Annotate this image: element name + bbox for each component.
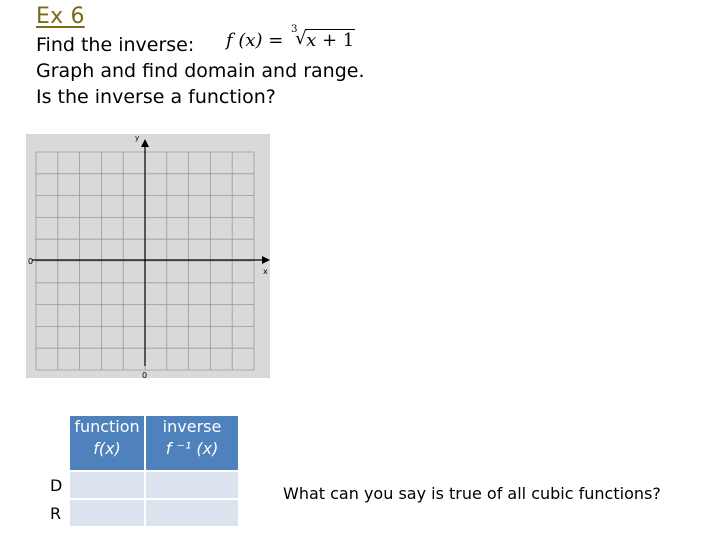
y-axis-arrow-icon: [141, 139, 149, 147]
header-function-title: function: [74, 417, 140, 436]
table-corner: [50, 416, 68, 470]
instruction-graph: Graph and find domain and range.: [36, 60, 365, 82]
radicand: [305, 29, 355, 51]
row-label-range: R: [50, 503, 62, 523]
cell-inverse-range[interactable]: [146, 500, 238, 526]
header-function-notation: f(x): [93, 439, 121, 458]
left-axis-label: 0: [28, 257, 34, 266]
cube-root: [289, 24, 355, 51]
radicand-rest: + 1: [316, 30, 355, 51]
slide-heading: Ex 6: [36, 4, 85, 29]
function-formula: [226, 24, 355, 51]
header-inverse-title: inverse: [162, 417, 222, 436]
instruction-find-inverse: Find the inverse:: [36, 34, 195, 56]
domain-range-table: [48, 414, 240, 528]
table-header-row: [50, 416, 238, 470]
x-axis-arrow-icon: [262, 256, 270, 264]
formula-lhs: f (x) =: [226, 30, 284, 51]
instruction-is-function: Is the inverse a function?: [36, 86, 276, 108]
y-axis-label: y: [135, 134, 140, 142]
x-axis-label: x: [263, 267, 268, 276]
cell-function-range[interactable]: [70, 500, 144, 526]
table-row: [50, 472, 238, 498]
coordinate-grid: [0, 128, 290, 388]
header-inverse-notation: f ⁻¹ (x): [165, 439, 219, 458]
radical-sign-icon: √: [295, 28, 307, 49]
bottom-axis-label: 0: [142, 371, 148, 380]
cell-function-domain[interactable]: [70, 472, 144, 498]
radicand-variable: x: [306, 30, 317, 51]
table-row: [50, 500, 238, 526]
cell-inverse-domain[interactable]: [146, 472, 238, 498]
cubic-question: What can you say is true of all cubic functions?: [283, 484, 661, 503]
header-inverse: [146, 416, 238, 470]
row-label-domain: D: [50, 475, 63, 495]
header-function: [70, 416, 144, 470]
root-index: 3: [291, 24, 298, 35]
